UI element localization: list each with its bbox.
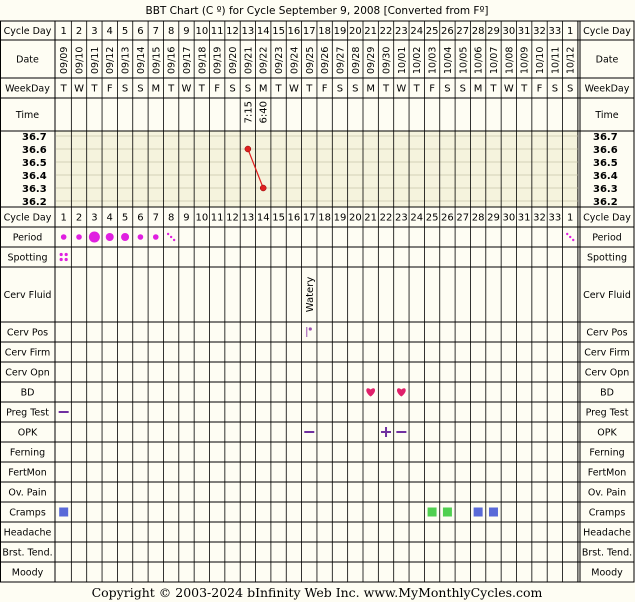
weekday-label: S [567,83,574,95]
weekday-label: S [121,83,129,95]
cycle-day-number: 10 [195,26,209,37]
cycle-day-number: 29 [487,212,500,224]
weekday-label: S [551,83,559,95]
cycle-day-number: 12 [226,26,239,37]
period-dot [61,234,67,240]
period-spot-dot [173,239,175,241]
heart-icon [397,388,406,396]
cycle-day-number: 27 [456,26,470,37]
row-label-right: Cerv Fluid [583,290,631,301]
row-label-left: Cycle Day [3,212,52,224]
weekday-label: F [321,83,328,95]
spotting-dot [65,253,68,256]
temp-tick-label-left: 36.4 [22,171,47,182]
date-label: 10/04 [442,46,454,74]
temp-time-label: 7:15 [243,101,255,124]
temp-time-label: 6:40 [258,101,270,124]
cycle-day-number: 6 [137,212,144,224]
cycle-day-number: 5 [121,212,129,224]
row-label-left: Preg Test [6,407,49,419]
row-label-left: Cerv Pos [6,327,49,339]
cramps-square [489,508,498,517]
period-spot-dot [566,233,568,235]
cycle-day-number: 29 [487,26,500,37]
date-label: 09/21 [243,46,255,74]
weekday-label: W [396,83,407,95]
weekday-label: S [336,83,344,95]
cycle-day-number: 19 [333,26,347,37]
date-label: 10/01 [396,46,408,74]
date-label: 09/13 [120,46,132,74]
row-label-right: Cerv Pos [586,327,628,339]
row-label-left: Spotting [7,252,48,264]
date-label: 10/02 [412,46,424,74]
weekday-label: T [413,83,420,95]
cycle-day-number: 17 [302,26,316,37]
weekday-label: S [244,83,252,95]
cycle-day-number: 16 [287,212,301,224]
row-label-right: Brst. Tend. [581,547,633,559]
row-label-right: Cramps [588,507,626,519]
copyright-footer: Copyright © 2003-2024 bInfinity Web Inc. www.MyMonthlyCycles.com [91,585,543,600]
date-label: 09/23 [274,46,286,74]
cycle-day-number: 15 [272,212,285,224]
row-label-left: Cerv Opn [5,367,50,379]
cycle-day-number: 19 [333,212,347,224]
weekday-label: S [444,83,451,95]
temp-point [245,146,251,152]
period-dot [121,233,129,241]
date-label: 10/03 [427,46,439,74]
cycle-day-number: 14 [256,212,270,224]
weekday-label: T [168,83,175,95]
temp-tick-label-left: 36.3 [22,184,47,195]
weekday-label: M [473,83,483,95]
weekday-label: T [198,83,205,95]
date-label: 10/06 [473,46,485,74]
row-label-right: BD [600,387,614,399]
temp-tick-label-left: 36.5 [22,158,47,169]
cramps-square [59,508,68,517]
cycle-day-number: 7 [152,212,159,224]
temp-tick-label-right: 36.2 [593,197,618,208]
cycle-day-number: 26 [441,212,454,224]
spotting-dot [60,253,63,256]
weekday-label: T [306,83,313,95]
date-label: 10/11 [550,46,562,74]
weekday-label: F [106,83,113,95]
row-label-right: Cycle Day [583,212,631,224]
cycle-day-number: 2 [75,26,83,37]
weekday-label: W [181,83,192,95]
date-label: 09/12 [105,46,117,74]
cycle-day-number: 8 [167,212,175,224]
date-label: 09/16 [166,46,178,74]
date-label: 09/15 [151,46,163,74]
cycle-day-number: 25 [425,212,439,224]
row-label-right: FertMon [587,467,627,479]
date-label: 09/14 [135,46,147,74]
period-dot [106,233,114,241]
date-label: 09/22 [258,46,270,74]
row-label-right: WeekDay [584,83,630,95]
row-label-left: Cycle Day [3,26,52,37]
date-label: 09/18 [197,46,209,74]
cycle-day-number: 11 [210,212,224,224]
cycle-day-number: 1 [567,212,574,224]
cramps-square [443,508,452,517]
date-label: 09/27 [335,46,347,74]
weekday-label: F [214,83,221,95]
cycle-day-number: 1 [60,212,67,224]
period-dot [76,234,82,240]
weekday-label: T [60,83,67,95]
cycle-day-number: 6 [137,26,144,37]
weekday-label: T [275,83,282,95]
cycle-day-number: 22 [379,26,393,37]
date-label: 09/10 [74,46,86,74]
row-label-right: Cycle Day [583,26,631,37]
row-label-right: Ferning [589,447,625,459]
row-label-left: Brst. Tend. [2,547,53,559]
row-label-left: BD [20,387,35,399]
date-label: 09/29 [366,46,378,74]
spotting-dot [60,258,63,261]
weekday-label: S [137,83,144,95]
cycle-day-number: 33 [548,26,562,37]
date-label: 09/17 [181,46,193,74]
cycle-day-number: 13 [241,26,255,37]
temp-tick-label-right: 36.6 [593,145,618,156]
cycle-day-number: 8 [167,26,175,37]
cycle-day-number: 22 [379,212,393,224]
row-label-left: Ov. Pain [8,487,47,499]
cycle-day-number: 1 [60,26,67,37]
row-label-right: Cerv Opn [584,367,630,379]
temp-tick-label-left: 36.7 [22,132,47,143]
date-label: 10/12 [565,46,577,74]
cycle-day-number: 20 [348,212,362,224]
cycle-day-number: 30 [502,212,516,224]
period-dot [138,234,144,240]
weekday-label: T [490,83,497,95]
date-label: 09/28 [350,46,362,74]
row-label-right: Ov. Pain [587,487,627,499]
temp-tick-label-right: 36.7 [593,132,618,143]
heart-icon [366,388,375,396]
date-label: 10/10 [535,46,547,74]
row-label-left: OPK [17,427,38,439]
cycle-day-number: 30 [502,26,516,37]
cramps-square [474,508,483,517]
cycle-day-number: 24 [410,26,424,37]
cycle-day-number: 31 [517,212,531,224]
date-label: 09/30 [381,46,393,74]
weekday-label: W [503,83,514,95]
period-spot-dot [572,239,574,241]
cycle-day-number: 12 [226,212,239,224]
chart-marks [59,26,577,517]
row-label-right: Date [595,54,619,66]
cycle-day-number: 24 [410,212,424,224]
weekday-label: M [258,83,268,95]
date-label: 10/08 [504,46,516,74]
weekday-label: S [352,83,359,95]
cycle-day-number: 3 [91,212,98,224]
weekday-label: W [74,83,84,95]
row-label-left: FertMon [8,467,47,479]
date-label: 10/09 [519,46,531,74]
cycle-day-number: 3 [91,26,98,37]
row-label-right: Spotting [586,252,628,264]
row-label-right: Headache [583,527,631,539]
row-label-left: Headache [3,527,52,539]
cycle-day-number: 9 [183,26,190,37]
cycle-day-number: 4 [106,212,113,224]
row-label-left: Moody [11,567,44,579]
date-label: 10/05 [458,46,470,74]
row-label-left: Ferning [9,447,46,459]
row-label-left: WeekDay [5,83,50,95]
row-label-left: Date [16,54,39,66]
cycle-day-number: 33 [548,212,562,224]
row-label-left: Cerv Fluid [3,290,52,301]
cycle-day-number: 7 [152,26,159,37]
weekday-label: M [366,83,375,95]
row-label-right: Preg Test [585,407,629,419]
cycle-day-number: 32 [533,212,546,224]
row-label-right: Time [595,110,619,121]
cycle-day-number: 27 [456,212,470,224]
cycle-day-number: 11 [210,26,224,37]
temp-tick-label-right: 36.5 [593,158,618,169]
date-label: 09/09 [59,46,71,74]
cycle-day-number: 17 [302,212,316,224]
spotting-dot [65,258,68,261]
chart-title: BBT Chart (C º) for Cycle September 9, 2008 [Converted from Fº] [145,5,489,17]
cycle-day-number: 23 [395,26,408,37]
period-spot-dot [569,236,571,238]
cycle-day-number: 32 [533,26,546,37]
cycle-day-number: 4 [106,26,113,37]
cycle-day-number: 14 [256,26,270,37]
cycle-day-number: 21 [364,212,378,224]
cycle-day-number: 16 [287,26,301,37]
weekday-label: S [229,83,236,95]
date-label: 09/19 [212,46,224,74]
cramps-square [428,508,437,517]
grid-lines [0,21,634,582]
temp-tick-label-left: 36.6 [22,145,47,156]
cycle-day-number: 26 [441,26,454,37]
weekday-label: F [536,83,543,95]
cycle-day-number: 28 [471,212,485,224]
cycle-day-number: 5 [121,26,129,37]
cycle-day-number: 31 [517,26,531,37]
weekday-label: F [429,83,435,95]
temp-tick-label-right: 36.3 [593,184,618,195]
period-spot-dot [170,236,172,238]
period-dot [89,232,100,243]
date-label: 09/26 [320,46,332,74]
weekday-label: S [459,83,466,95]
period-spot-dot [167,233,169,235]
cycle-day-number: 9 [183,212,190,224]
cycle-day-number: 2 [75,212,83,224]
cycle-day-number: 18 [318,26,331,37]
cycle-day-number: 23 [395,212,408,224]
row-label-right: Cerv Firm [584,347,630,359]
weekday-label: W [288,83,299,95]
cycle-day-number: 18 [318,212,331,224]
cycle-day-number: 21 [364,26,378,37]
cycle-day-number: 20 [348,26,362,37]
date-label: 09/25 [304,46,316,74]
date-label: 09/20 [228,46,240,74]
date-label: 09/11 [89,46,101,74]
row-label-right: Period [592,232,622,244]
row-label-left: Period [12,232,43,244]
date-label: 09/24 [289,46,301,74]
cycle-day-number: 13 [241,212,255,224]
cycle-day-number: 25 [425,26,439,37]
temp-tick-label-right: 36.4 [593,171,618,182]
cycle-day-number: 1 [567,26,574,37]
row-label-left: Cerv Firm [4,347,51,359]
date-label: 10/07 [488,46,500,74]
row-label-left: Cramps [9,507,46,519]
weekday-label: M [151,83,161,95]
row-label-right: OPK [597,427,617,439]
period-dot [153,234,159,240]
weekday-label: T [521,83,528,95]
weekday-label: T [382,83,390,95]
cycle-day-number: 28 [471,26,485,37]
temp-tick-label-left: 36.2 [22,197,47,208]
weekday-label: T [91,83,98,95]
cerv-fluid-label: Watery [304,276,316,313]
cycle-day-number: 15 [272,26,285,37]
row-label-left: Time [15,110,40,121]
row-label-right: Moody [591,567,623,579]
temp-point [260,185,266,191]
cerv-pos-dot [309,327,312,330]
cycle-day-number: 10 [195,212,209,224]
